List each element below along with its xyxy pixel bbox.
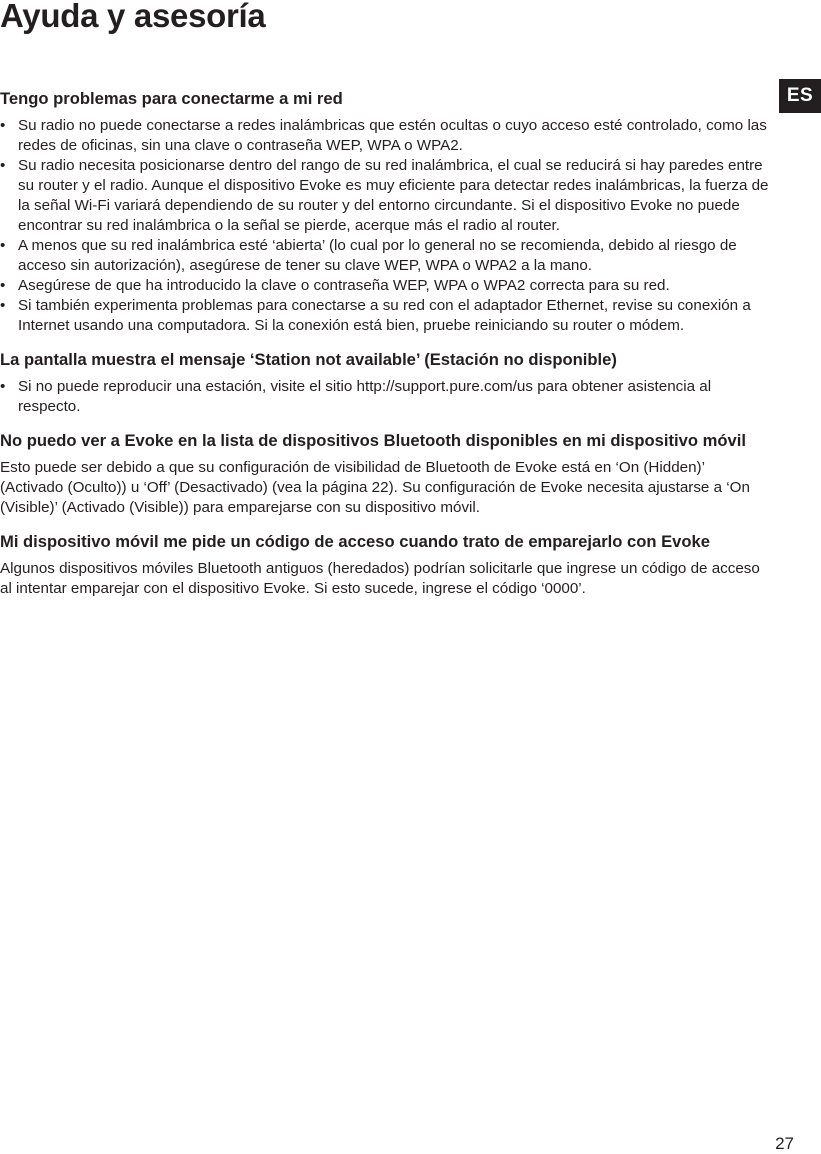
bullet-list <box>0 377 770 417</box>
section-heading: No puedo ver a Evoke en la lista de dispositivos Bluetooth disponibles en mi dispositivo móvil <box>0 431 746 450</box>
section-heading: La pantalla muestra el mensaje ‘Station not available’ (Estación no disponible) <box>0 350 617 369</box>
section-paragraph: Algunos dispositivos móviles Bluetooth antiguos (heredados) podrían solicitarle que ingrese un código de acceso al intentar emparejar con el dispositivo Evoke. Si esto sucede, ingrese el código ‘0000’. <box>0 560 760 597</box>
bullet-list <box>0 116 770 336</box>
bullet-item: • Asegúrese de que ha introducido la clave o contraseña WEP, WPA o WPA2 correcta para su red. <box>0 276 770 296</box>
bullet-item: • Su radio necesita posicionarse dentro del rango de su red inalámbrica, el cual se reducirá si hay paredes entre su router y el radio. Aunque el dispositivo Evoke es muy eficiente para detectar redes inalámbricas, la fuerza de la señal Wi-Fi variará dependiendo de su router y del entorno circundante. Si el dispositivo Evoke no puede encontrar su red inalámbrica o la señal se pierde, acerque más el radio al router. <box>0 156 770 236</box>
bullet-item: • A menos que su red inalámbrica esté ‘abierta’ (lo cual por lo general no se recomienda, debido al riesgo de acceso sin autorización), asegúrese de tener su clave WEP, WPA o WPA2 a la mano. <box>0 236 770 276</box>
page-title: Ayuda y asesoría <box>0 0 266 34</box>
section-pairing-passcode <box>0 531 770 599</box>
section-network-problems <box>0 88 770 336</box>
section-heading: Tengo problemas para conectarme a mi red <box>0 89 343 108</box>
bullet-item: • Su radio no puede conectarse a redes inalámbricas que estén ocultas o cuyo acceso esté controlado, como las redes de oficinas, sin una clave o contraseña WEP, WPA o WPA2. <box>0 116 770 156</box>
section-station-not-available <box>0 349 770 417</box>
help-content <box>0 88 770 599</box>
section-paragraph: Esto puede ser debido a que su configuración de visibilidad de Bluetooth de Evoke está en ‘On (Hidden)’ (Activado (Oculto)) u ‘Off’ (Desactivado) (vea la página 22). Su configuración de Evoke necesita ajustarse a ‘On (Visible)’ (Activado (Visible)) para emparejarse con su dispositivo móvil. <box>0 459 750 516</box>
section-heading: Mi dispositivo móvil me pide un código de acceso cuando trato de emparejarlo con Evoke <box>0 532 711 551</box>
bullet-item: • Si no puede reproducir una estación, visite el sitio http://support.pure.com/us para obtener asistencia al respecto. <box>0 377 770 417</box>
page-number: 27 <box>775 1134 794 1153</box>
language-tab: ES <box>779 79 821 113</box>
section-bluetooth-not-visible <box>0 430 770 518</box>
bullet-item: • Si también experimenta problemas para conectarse a su red con el adaptador Ethernet, revise su conexión a Internet usando una computadora. Si la conexión está bien, pruebe reiniciando su router o módem. <box>0 296 770 336</box>
